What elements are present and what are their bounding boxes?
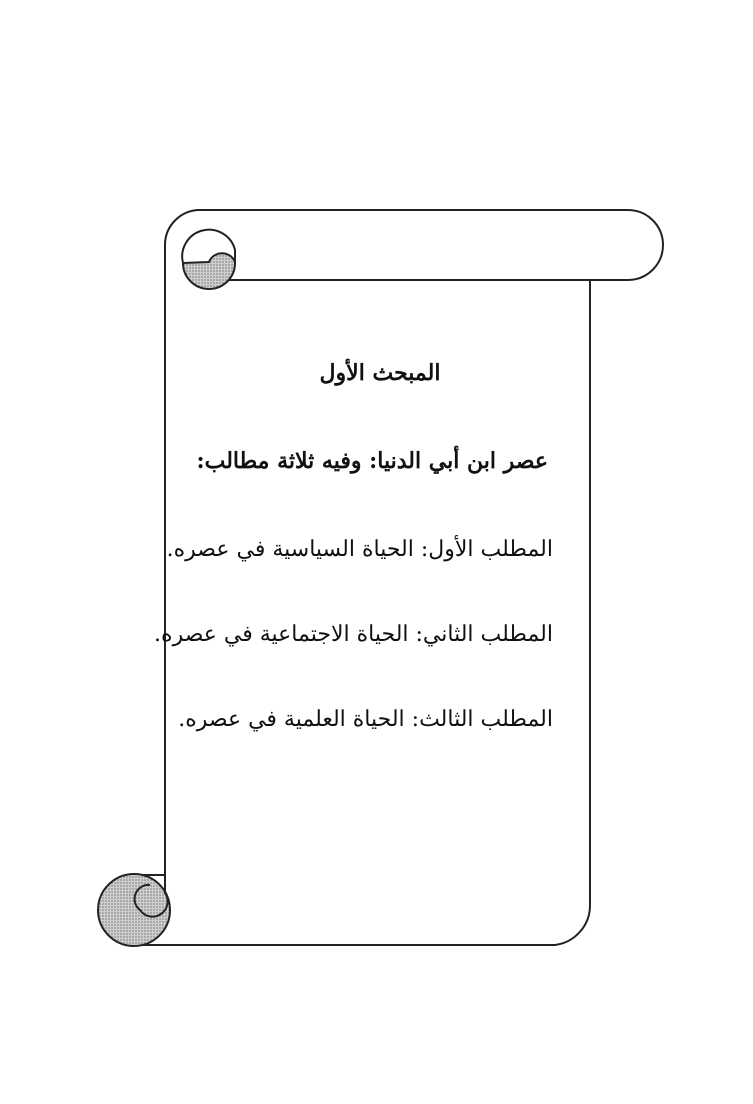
list-item: المطلب الثالث: الحياة العلمية في عصره. [178,707,553,732]
bottom-roll [140,905,590,945]
section-subtitle: عصر ابن أبي الدنيا: وفيه ثلاثة مطالب: [196,448,548,474]
top-roll [200,210,663,280]
list-item: المطلب الأول: الحياة السياسية في عصره. [166,537,553,562]
section-title: المبحث الأول [319,360,441,386]
list-item: المطلب الثاني: الحياة الاجتماعية في عصره. [154,622,553,647]
bottom-roll-end [98,874,170,946]
